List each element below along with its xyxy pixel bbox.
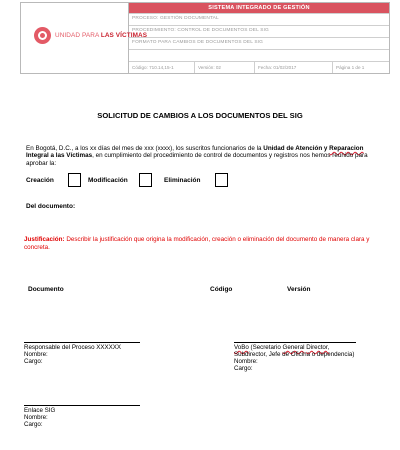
responsable-cargo: Cargo:	[24, 358, 43, 365]
formato-row: FORMATO PARA CAMBIOS DE DOCUMENTOS DEL SIG	[129, 37, 389, 48]
enlace-signature-block	[24, 407, 55, 428]
responsable-signature-line	[24, 342, 140, 343]
responsable-role: Responsable del Proceso XXXXXX	[24, 344, 121, 351]
proceso-row: PROCESO: GESTIÓN DOCUMENTAL	[129, 13, 389, 24]
logo-text: UNIDAD PARA LAS VÍCTIMAS	[55, 32, 148, 39]
pagina-cell: Página 1 de 1	[336, 65, 365, 70]
change-type-options	[26, 173, 386, 189]
version-column-header: Versión	[287, 286, 311, 293]
header-info	[129, 3, 389, 73]
justificacion-paragraph: Justificación: Describir la justificación que origina la modificación, creación o eliminación del documento de manera clara y concreta.	[24, 236, 370, 251]
intro-paragraph: En Bogotá, D.C., a los xx días del mes de xxx (xxxx), los suscritos funcionarios de la Unidad de Atención y Reparacion Integral a las Víctimas, en cumplimiento del procedimiento de control de documentos y registros nos hemos reunido para aprobar la:	[26, 145, 368, 167]
blank-row	[129, 49, 389, 61]
eliminacion-checkbox[interactable]	[215, 173, 228, 187]
procedimiento-row: PROCEDIMIENTO: CONTROL DE DOCUMENTOS DEL SIG	[129, 25, 389, 36]
creacion-checkbox[interactable]	[68, 173, 81, 187]
enlace-cargo: Cargo:	[24, 421, 43, 428]
enlace-signature-line	[24, 405, 140, 406]
vobo-role: VoBo (Secretario General Director, Subdirector, Jefe de Oficina o dependencia)	[234, 344, 355, 358]
responsable-signature-block	[24, 344, 121, 365]
modificacion-checkbox[interactable]	[139, 173, 152, 187]
codigo-cell: Código: 710.14,15-1	[129, 62, 195, 73]
logo-cell	[21, 3, 148, 73]
documento-column-header: Documento	[28, 286, 64, 293]
system-title: SISTEMA INTEGRADO DE GESTIÓN	[129, 3, 389, 13]
enlace-nombre: Nombre:	[24, 414, 48, 421]
codigo-column-header: Código	[210, 286, 233, 293]
enlace-role: Enlace SIG	[24, 407, 56, 414]
creacion-label: Creación	[26, 177, 54, 184]
del-documento-label: Del documento:	[26, 203, 76, 210]
version-cell: Versión: 02	[195, 62, 255, 73]
fecha-cell: Fecha: 01/02/2017	[255, 62, 333, 73]
meta-row	[129, 61, 389, 73]
vobo-signature-block	[234, 344, 362, 372]
vobo-nombre: Nombre:	[234, 358, 258, 365]
vobo-cargo: Cargo:	[234, 365, 253, 372]
document-title: SOLICITUD DE CAMBIOS A LOS DOCUMENTOS DEL SIG	[97, 111, 303, 120]
victims-unit-logo-icon	[34, 27, 51, 44]
document-header	[20, 2, 390, 74]
eliminacion-label: Eliminación	[164, 177, 201, 184]
modificacion-label: Modificación	[88, 177, 128, 184]
vobo-signature-line	[234, 342, 356, 343]
responsable-nombre: Nombre:	[24, 351, 48, 358]
